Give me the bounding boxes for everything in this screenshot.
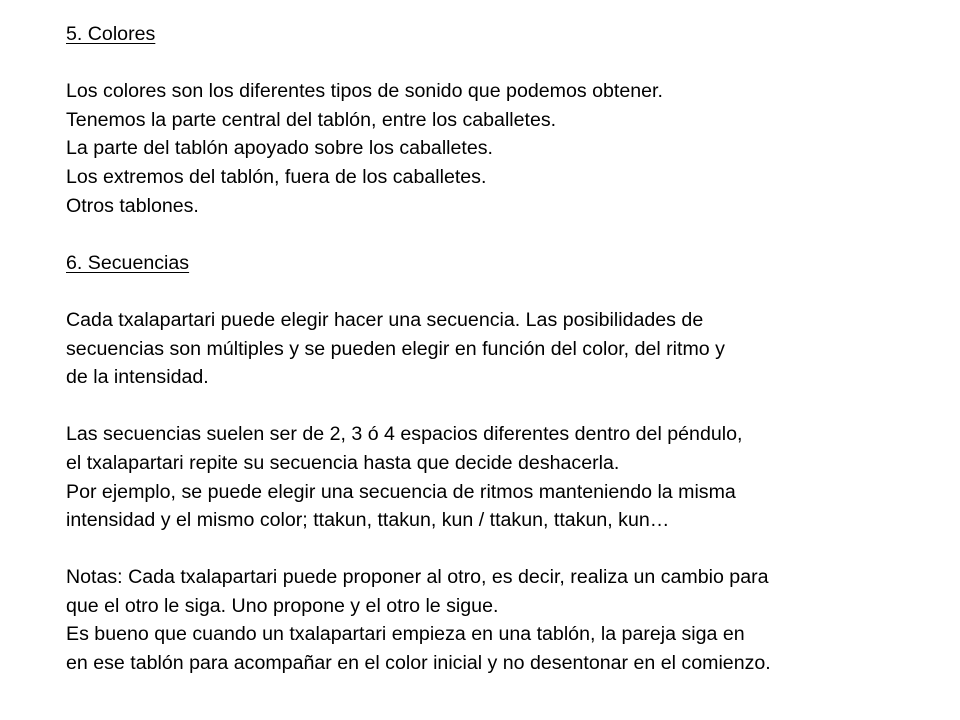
paragraph-line: de la intensidad.	[66, 366, 209, 389]
paragraph-line: Por ejemplo, se puede elegir una secuencia de ritmos manteniendo la misma	[66, 480, 736, 503]
section-6-paragraph-2	[66, 420, 946, 534]
section-6-notes	[66, 563, 946, 677]
section-5-line: Los extremos del tablón, fuera de los caballetes.	[66, 165, 487, 188]
paragraph-line: secuencias son múltiples y se pueden elegir en función del color, del ritmo y	[66, 337, 725, 360]
paragraph-line: Las secuencias suelen ser de 2, 3 ó 4 espacios diferentes dentro del péndulo,	[66, 423, 743, 446]
notes-line: en ese tablón para acompañar en el color inicial y no desentonar en el comienzo.	[66, 652, 771, 675]
section-5-body	[66, 77, 946, 220]
paragraph-line: Cada txalapartari puede elegir hacer una secuencia. Las posibilidades de	[66, 308, 704, 331]
spacer	[66, 49, 946, 78]
paragraph-line: intensidad y el mismo color; ttakun, ttakun, kun / ttakun, ttakun, kun…	[66, 509, 670, 532]
notes-line: que el otro le siga. Uno propone y el otro le sigue.	[66, 594, 499, 617]
slide-text-body	[66, 20, 946, 678]
section-5-line: Los colores son los diferentes tipos de sonido que podemos obtener.	[66, 80, 663, 103]
section-5-line: Otros tablones.	[66, 194, 199, 217]
notes-line: Es bueno que cuando un txalapartari empieza en una tablón, la pareja siga en	[66, 623, 745, 646]
paragraph-line: el txalapartari repite su secuencia hasta que decide deshacerla.	[66, 451, 620, 474]
notes-line: Notas: Cada txalapartari puede proponer al otro, es decir, realiza un cambio para	[66, 566, 769, 589]
section-6-paragraph-1	[66, 306, 946, 392]
spacer	[66, 220, 946, 249]
section-5-heading: 5. Colores	[66, 23, 156, 45]
section-5-line: La parte del tablón apoyado sobre los caballetes.	[66, 137, 494, 160]
spacer	[66, 535, 946, 564]
spacer	[66, 392, 946, 421]
spacer	[66, 277, 946, 306]
section-6-heading: 6. Secuencias	[66, 251, 190, 274]
section-5-line: Tenemos la parte central del tablón, entre los caballetes.	[66, 108, 557, 131]
